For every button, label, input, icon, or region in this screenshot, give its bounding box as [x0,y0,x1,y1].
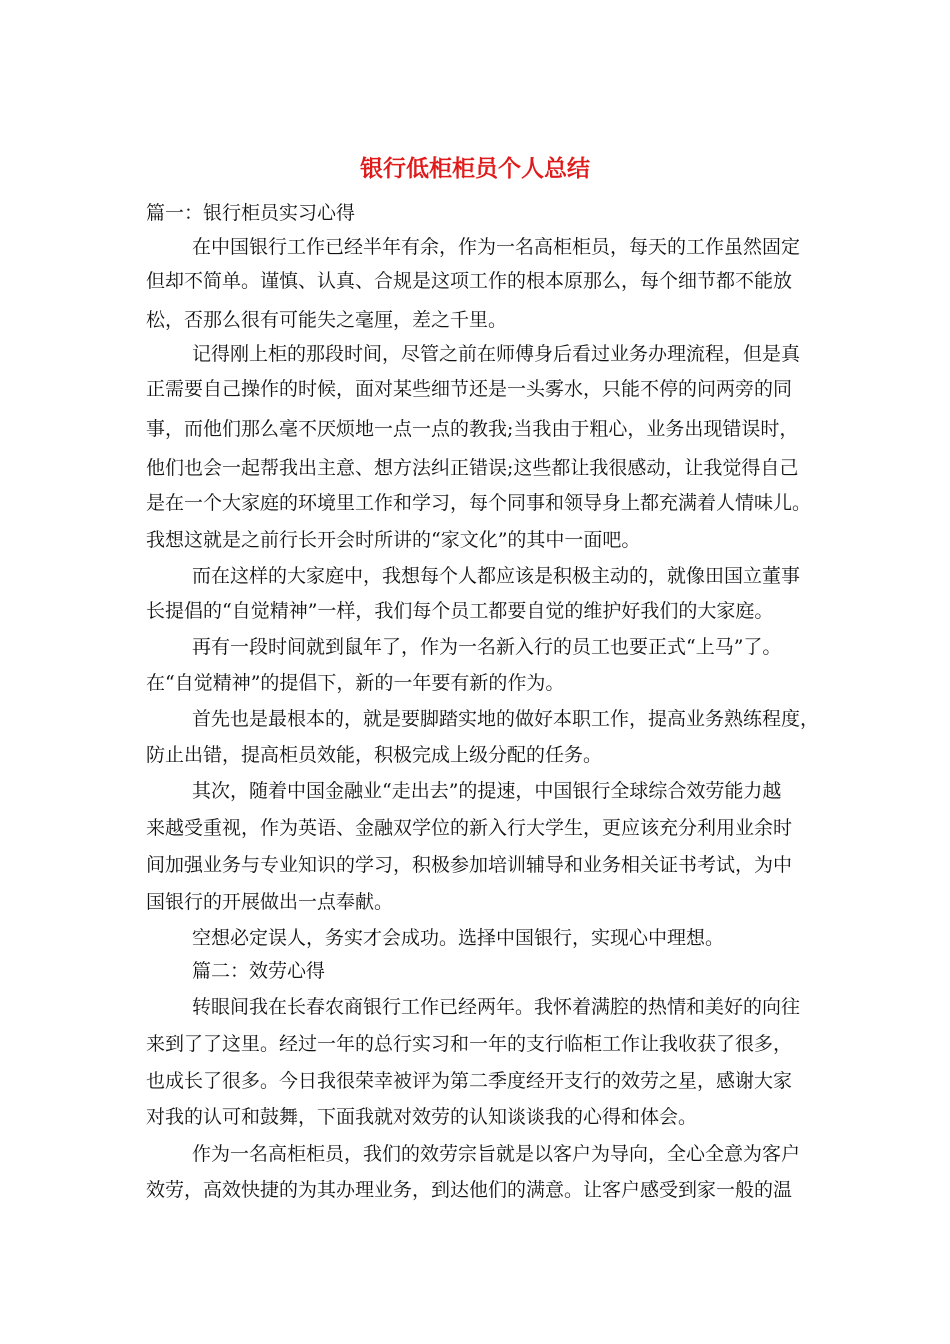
text-line: 松，否那么很有可能失之毫厘，差之千里。 [146,309,508,331]
text-line: 来越受重视，作为英语、金融双学位的新入行大学生，更应该充分利用业余时 [146,817,793,839]
text-line: 防止出错，提高柜员效能，积极完成上级分配的任务。 [146,744,603,766]
text-line: 首先也是最根本的，就是要脚踏实地的做好本职工作，提高业务熟练程度， [192,708,820,730]
text-line: 记得刚上柜的那段时间，尽管之前在师傅身后看过业务办理流程，但是真 [192,343,801,365]
section-heading-2: 篇二：效劳心得 [192,960,326,982]
text-line: 我想这就是之前行长开会时所讲的“家文化”的其中一面吧。 [146,529,641,551]
text-line: 对我的认可和鼓舞，下面我就对效劳的认知谈谈我的心得和体会。 [146,1106,698,1128]
section-heading-1: 篇一：银行柜员实习心得 [146,202,356,224]
text-line: 也成长了很多。今日我很荣幸被评为第二季度经开支行的效劳之星，感谢大家 [146,1070,793,1092]
text-line: 其次，随着中国金融业“走出去”的提速，中国银行全球综合效劳能力越 [192,780,782,802]
text-line: 再有一段时间就到鼠年了，作为一名新入行的员工也要正式“上马”了。 [192,636,782,658]
text-line: 正需要自己操作的时候，面对某些细节还是一头雾水，只能不停的问两旁的同 [146,378,793,400]
text-line: 长提倡的“自觉精神”一样，我们每个员工都要自觉的维护好我们的大家庭。 [146,600,774,622]
text-line: 事，而他们那么毫不厌烦地一点一点的教我;当我由于粗心，业务出现错误时， [146,418,799,440]
text-line: 但却不简单。谨慎、认真、合规是这项工作的根本原那么，每个细节都不能放 [146,270,793,292]
text-line: 他们也会一起帮我出主意、想方法纠正错误;这些都让我很感动，让我觉得自己 [146,457,799,479]
text-line: 在中国银行工作已经半年有余，作为一名高柜柜员，每天的工作虽然固定 [192,236,801,258]
text-line: 是在一个大家庭的环境里工作和学习，每个同事和领导身上都充满着人情味儿。 [146,492,812,514]
text-line: 间加强业务与专业知识的学习，积极参加培训辅导和业务相关证书考试，为中 [146,854,793,876]
text-line: 在“自觉精神”的提倡下，新的一年要有新的作为。 [146,672,565,694]
text-line: 转眼间我在长春农商银行工作已经两年。我怀着满腔的热情和美好的向往 [192,996,801,1018]
text-line: 效劳，高效快捷的为其办理业务，到达他们的满意。让客户感受到家一般的温 [146,1179,793,1201]
document-title: 银行低柜柜员个人总结 [360,155,590,182]
text-line: 来到了了这里。经过一年的总行实习和一年的支行临柜工作让我收获了很多， [146,1033,793,1055]
text-line: 空想必定误人，务实才会成功。选择中国银行，实现心中理想。 [192,927,725,949]
text-line: 而在这样的大家庭中，我想每个人都应该是积极主动的，就像田国立董事 [192,565,801,587]
text-line: 国银行的开展做出一点奉献。 [146,891,394,913]
text-line: 作为一名高柜柜员，我们的效劳宗旨就是以客户为导向，全心全意为客户 [192,1143,801,1165]
